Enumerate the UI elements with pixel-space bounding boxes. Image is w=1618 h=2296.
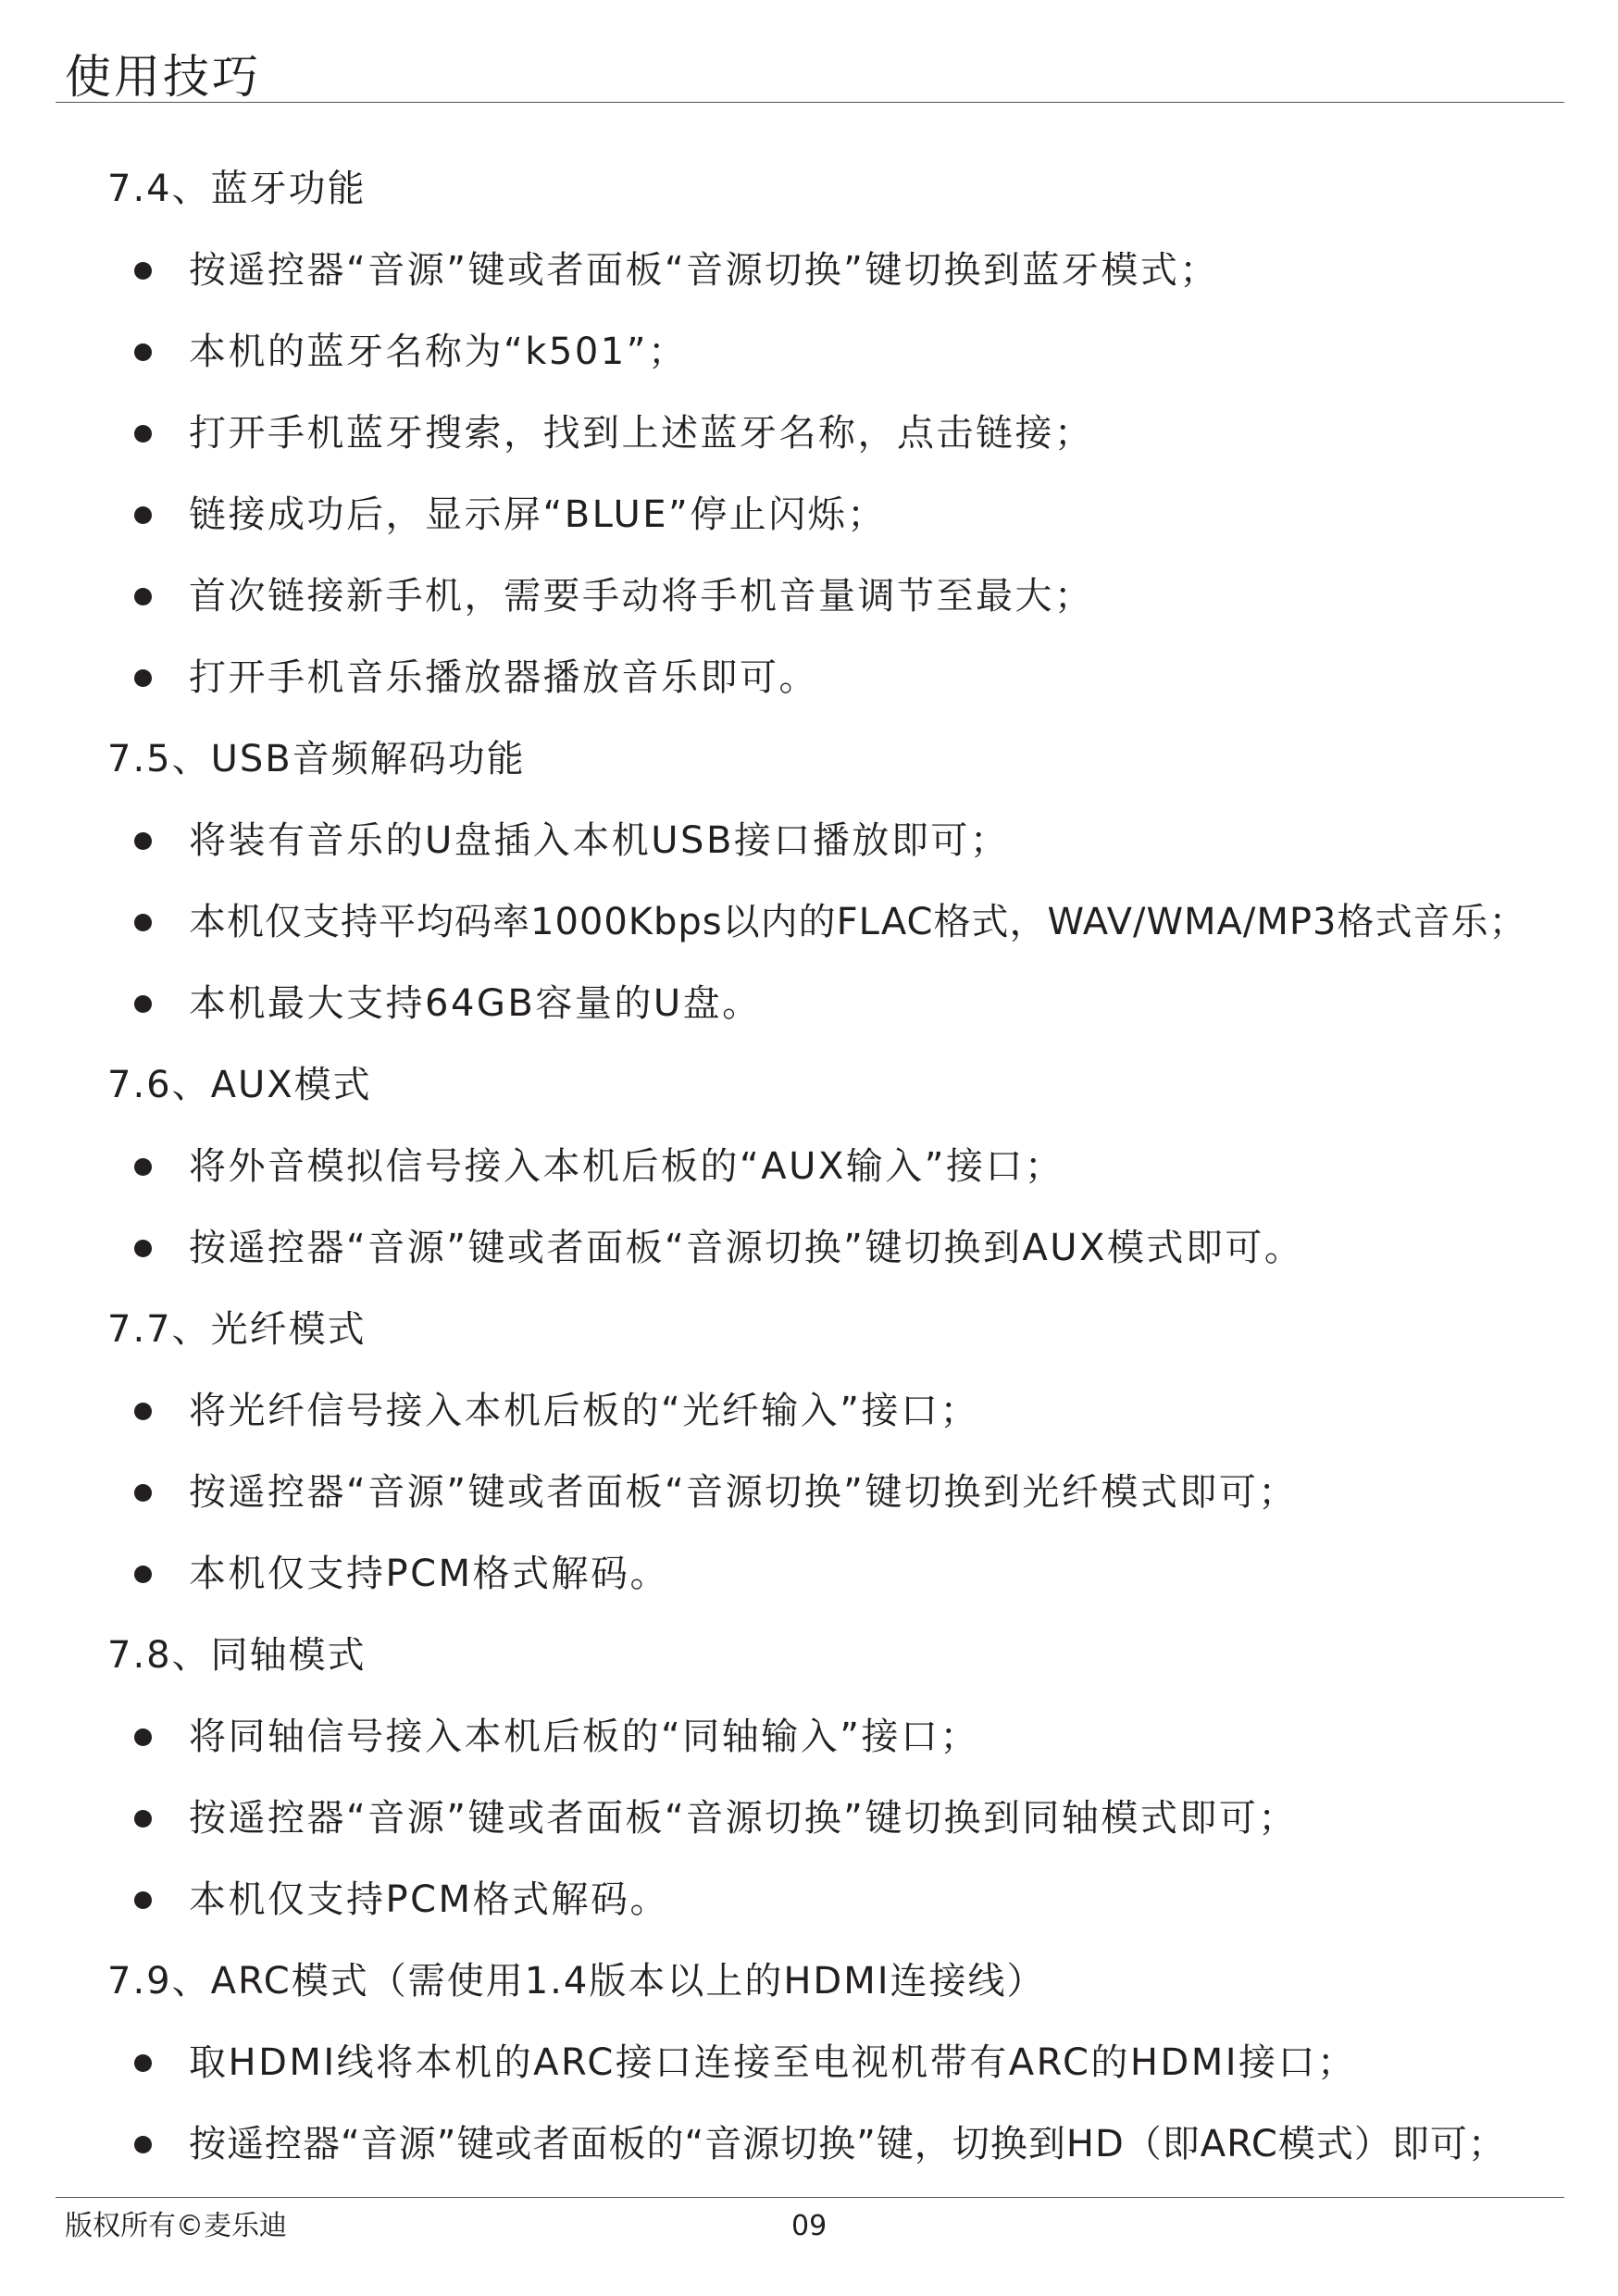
list-item: 按遥控器“音源”键或者面板“音源切换”键切换到同轴模式即可； xyxy=(0,1778,1618,1859)
list-item: 按遥控器“音源”键或者面板的“音源切换”键，切换到HD（即ARC模式）即可； xyxy=(0,2103,1618,2185)
list-item: 本机仅支持PCM格式解码。 xyxy=(0,1859,1618,1940)
bullet-icon xyxy=(134,2136,152,2153)
bullet-icon xyxy=(134,1484,152,1502)
list-item: 本机仅支持PCM格式解码。 xyxy=(0,1533,1618,1615)
list-item: 将同轴信号接入本机后板的“同轴输入”接口； xyxy=(0,1696,1618,1778)
bullet-icon xyxy=(134,1728,152,1746)
list-item: 链接成功后，显示屏“BLUE”停止闪烁； xyxy=(0,474,1618,555)
bullet-icon xyxy=(134,588,152,605)
list-item: 打开手机蓝牙搜索，找到上述蓝牙名称，点击链接； xyxy=(0,393,1618,474)
bullet-icon xyxy=(134,914,152,931)
list-item: 本机仅支持平均码率1000Kbps以内的FLAC格式，WAV/WMA/MP3格式音乐； xyxy=(0,881,1618,963)
list-item: 按遥控器“音源”键或者面板“音源切换”键切换到AUX模式即可。 xyxy=(0,1207,1618,1289)
list-item: 按遥控器“音源”键或者面板“音源切换”键切换到光纤模式即可； xyxy=(0,1452,1618,1533)
bullet-icon xyxy=(134,1566,152,1583)
bullet-icon xyxy=(134,995,152,1013)
section-heading: 7.7、光纤模式 xyxy=(107,1308,367,1351)
list-item: 本机的蓝牙名称为“k501”； xyxy=(0,311,1618,393)
list-item: 本机最大支持64GB容量的U盘。 xyxy=(0,963,1618,1044)
section-heading: 7.5、USB音频解码功能 xyxy=(107,738,526,780)
section-heading: 7.4、蓝牙功能 xyxy=(107,168,367,210)
bullet-icon xyxy=(134,832,152,850)
bullet-icon xyxy=(134,1891,152,1909)
list-item: 按遥控器“音源”键或者面板“音源切换”键切换到蓝牙模式； xyxy=(0,230,1618,311)
page-header: 使用技巧 xyxy=(65,50,261,104)
header-rule xyxy=(56,102,1564,103)
list-item: 取HDMI线将本机的ARC接口连接至电视机带有ARC的HDMI接口； xyxy=(0,2022,1618,2103)
list-item: 首次链接新手机，需要手动将手机音量调节至最大； xyxy=(0,555,1618,637)
bullet-icon xyxy=(134,1240,152,1257)
bullet-icon xyxy=(134,2054,152,2072)
bullet-icon xyxy=(134,262,152,280)
bullet-icon xyxy=(134,669,152,687)
bullet-icon xyxy=(134,1810,152,1828)
section-heading: 7.9、ARC模式（需使用1.4版本以上的HDMI连接线） xyxy=(107,1960,1046,2003)
page-content xyxy=(0,148,1618,2185)
list-item: 将外音模拟信号接入本机后板的“AUX输入”接口； xyxy=(0,1126,1618,1207)
list-item: 将光纤信号接入本机后板的“光纤输入”接口； xyxy=(0,1370,1618,1452)
list-item: 将装有音乐的U盘插入本机USB接口播放即可； xyxy=(0,800,1618,881)
section-heading: 7.6、AUX模式 xyxy=(107,1064,372,1106)
list-item: 打开手机音乐播放器播放音乐即可。 xyxy=(0,637,1618,718)
bullet-icon xyxy=(134,506,152,524)
section-heading: 7.8、同轴模式 xyxy=(107,1634,367,1677)
page-number: 09 xyxy=(791,2210,828,2242)
footer-rule xyxy=(56,2197,1564,2198)
bullet-icon xyxy=(134,425,152,443)
bullet-icon xyxy=(134,1158,152,1176)
footer-copyright: 版权所有©麦乐迪 xyxy=(65,2210,287,2242)
bullet-icon xyxy=(134,343,152,361)
bullet-icon xyxy=(134,1403,152,1420)
